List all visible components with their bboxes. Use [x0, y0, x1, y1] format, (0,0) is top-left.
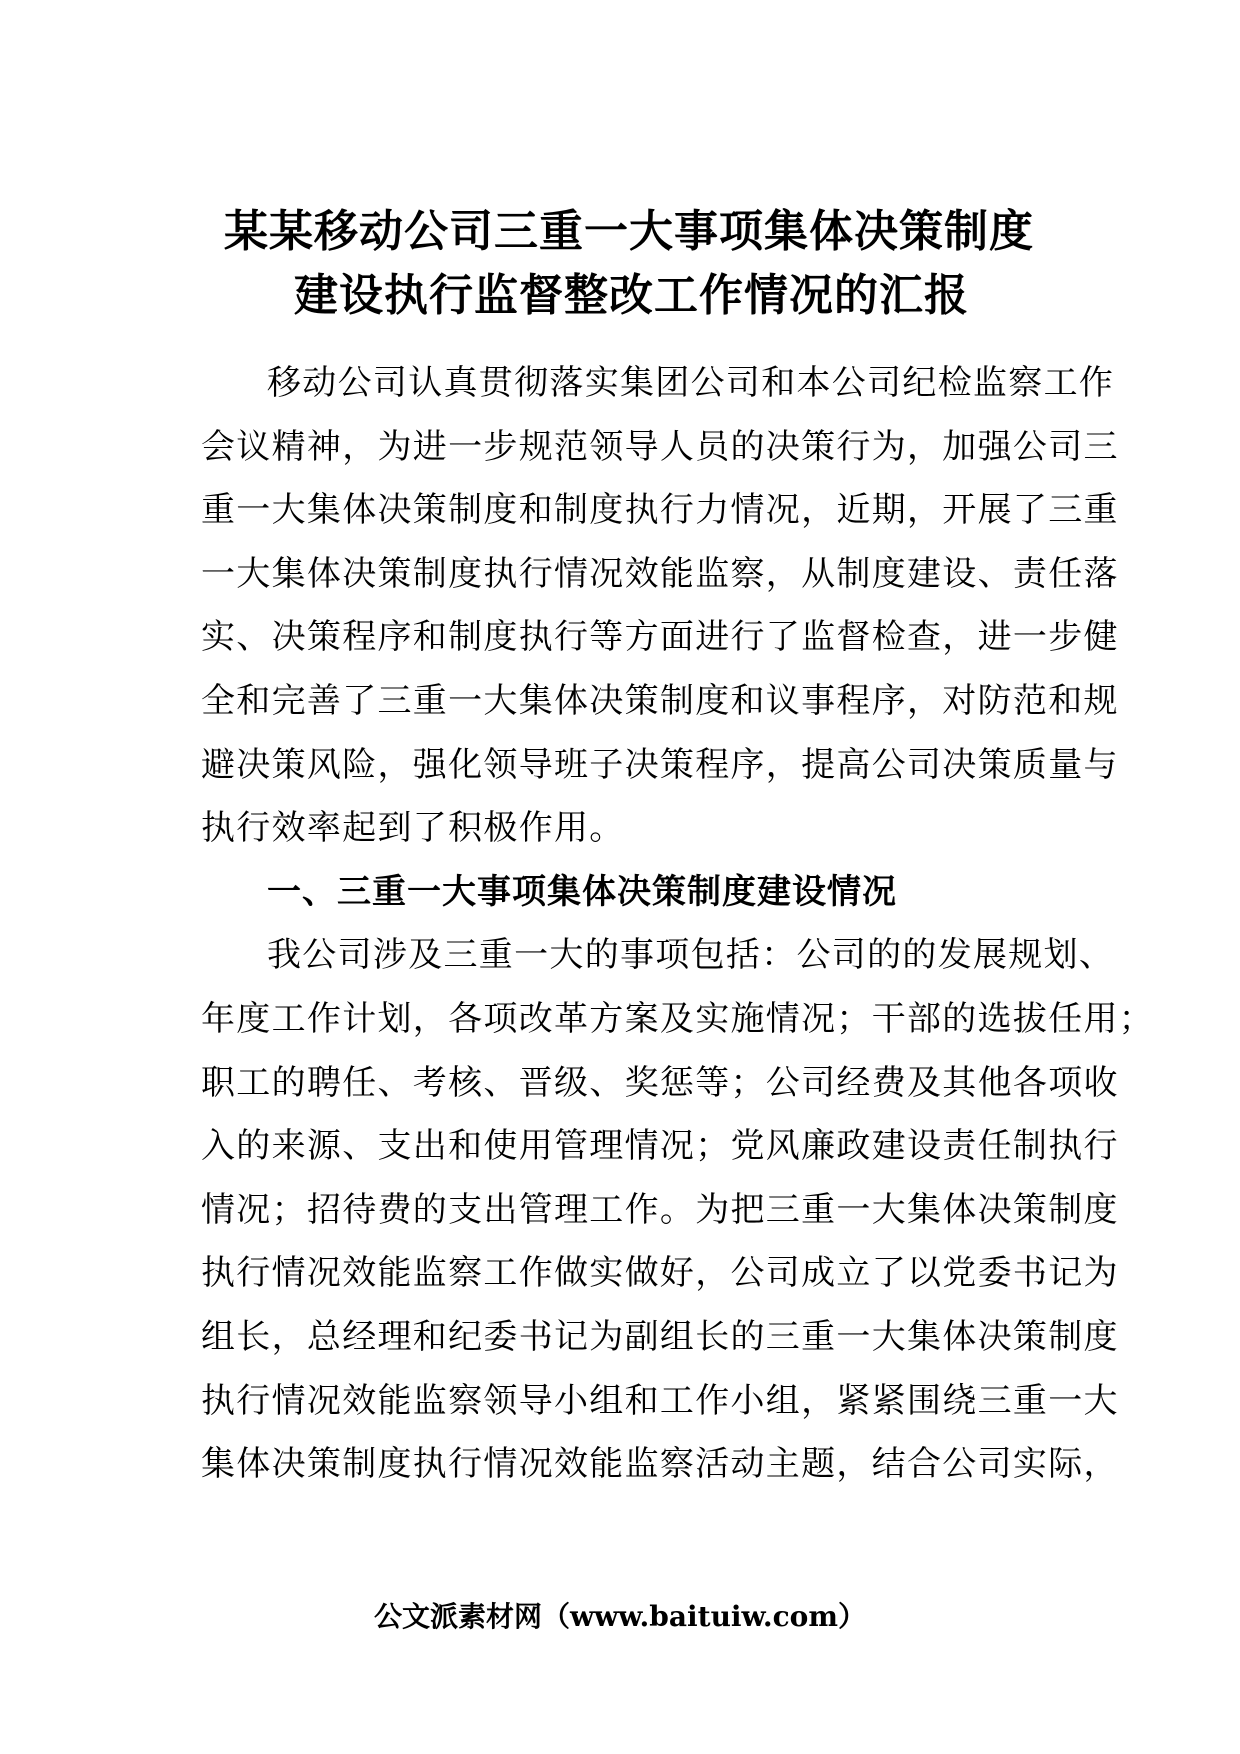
footer-watermark: 公文派素材网（www.baituiw.com） — [374, 1600, 866, 1633]
paragraph-line: 一大集体决策制度执行情况效能监察，从制度建设、责任落 — [201, 553, 1119, 594]
paragraph-line: 入的来源、支出和使用管理情况；党风廉政建设责任制执行 — [201, 1126, 1119, 1167]
title-line-2: 建设执行监督整改工作情况的汇报 — [294, 270, 969, 321]
paragraph-line: 我公司涉及三重一大的事项包括：公司的的发展规划、 — [267, 935, 1115, 976]
section-heading: 一、三重一大事项集体决策制度建设情况 — [267, 871, 897, 912]
paragraph-line: 全和完善了三重一大集体决策制度和议事程序，对防范和规 — [201, 680, 1119, 721]
paragraph-line: 执行情况效能监察工作做实做好，公司成立了以党委书记为 — [201, 1253, 1119, 1294]
paragraph-line: 年度工作计划，各项改革方案及实施情况；干部的选拔任用； — [201, 998, 1155, 1039]
paragraph-line: 职工的聘任、考核、晋级、奖惩等；公司经费及其他各项收 — [201, 1062, 1119, 1103]
paragraph-line: 会议精神，为进一步规范领导人员的决策行为，加强公司三 — [201, 426, 1119, 467]
paragraph-line: 组长，总经理和纪委书记为副组长的三重一大集体决策制度 — [201, 1316, 1119, 1357]
paragraph-line: 执行情况效能监察领导小组和工作小组，紧紧围绕三重一大 — [201, 1380, 1119, 1421]
paragraph-line: 集体决策制度执行情况效能监察活动主题，结合公司实际， — [201, 1444, 1119, 1485]
document-body — [201, 352, 1155, 1497]
paragraph-line: 避决策风险，强化领导班子决策程序，提高公司决策质量与 — [201, 744, 1119, 785]
paragraph-line: 移动公司认真贯彻落实集团公司和本公司纪检监察工作 — [267, 363, 1115, 403]
paragraph-line: 情况；招待费的支出管理工作。为把三重一大集体决策制度 — [201, 1189, 1119, 1230]
title-line-1: 某某移动公司三重一大事项集体决策制度 — [224, 206, 1034, 257]
paragraph-line: 实、决策程序和制度执行等方面进行了监督检查，进一步健 — [201, 617, 1119, 658]
document-title — [200, 200, 1040, 328]
paragraph-line: 执行效率起到了积极作用。 — [201, 808, 625, 849]
paragraph-line: 重一大集体决策制度和制度执行力情况，近期，开展了三重 — [201, 490, 1119, 531]
